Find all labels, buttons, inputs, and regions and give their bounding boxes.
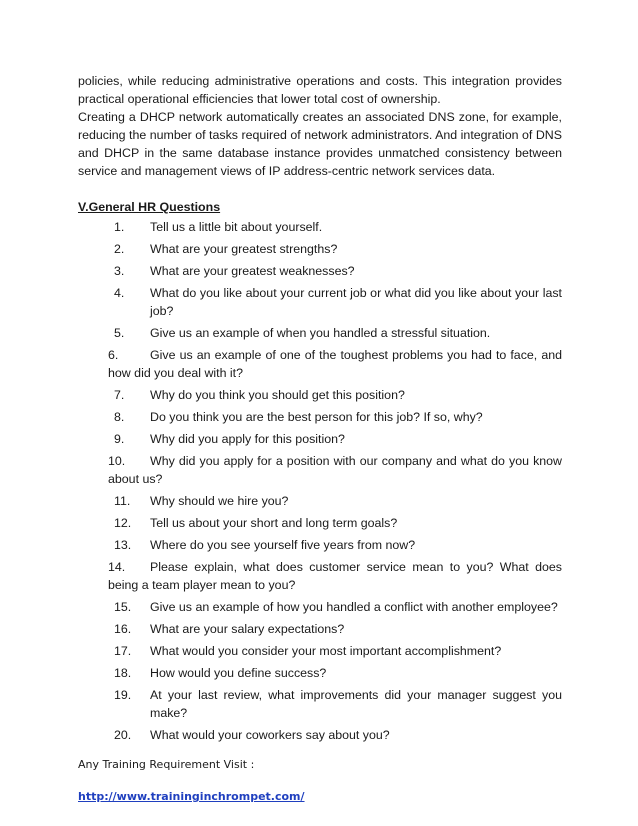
question-number: 17. xyxy=(114,644,132,658)
question-item xyxy=(78,262,562,280)
question-number: 18. xyxy=(114,666,132,680)
question-list xyxy=(78,218,562,744)
question-number: 3. xyxy=(114,264,125,278)
question-text: Why did you apply for this position? xyxy=(150,432,345,446)
question-number: 16. xyxy=(114,622,132,636)
question-item xyxy=(78,240,562,258)
intro-paragraph-2: Creating a DHCP network automatically creates an associated DNS zone, for example, reducing the number of tasks required of network administrators. And integration of DNS and DHCP in the same database instance provides unmatched consistency between service and management views of IP address-centric network services data. xyxy=(78,110,562,178)
question-number: 1. xyxy=(114,220,125,234)
question-text: What would you consider your most important accomplishment? xyxy=(150,644,502,658)
question-item xyxy=(78,686,562,722)
question-text: Why did you apply for a position with our company and what do you know about us? xyxy=(108,454,562,486)
question-text: What are your greatest strengths? xyxy=(150,242,338,256)
question-number: 14. xyxy=(108,560,126,574)
question-text: Give us an example of one of the toughest problems you had to face, and how did you deal with it? xyxy=(108,348,562,380)
question-item xyxy=(78,726,562,744)
question-text: Why should we hire you? xyxy=(150,494,289,508)
question-number: 15. xyxy=(114,600,132,614)
footer-label: Any Training Requirement Visit : xyxy=(78,758,255,771)
question-item xyxy=(78,218,562,236)
question-text: What are your greatest weaknesses? xyxy=(150,264,355,278)
question-text: Why do you think you should get this position? xyxy=(150,388,405,402)
section-heading: V.General HR Questions xyxy=(78,200,221,214)
intro-paragraph-1: policies, while reducing administrative operations and costs. This integration provides practical operational efficiencies that lower total cost of ownership. xyxy=(78,74,562,106)
training-link[interactable]: http://www.traininginchrompet.com/ xyxy=(78,790,305,803)
question-item xyxy=(78,664,562,682)
question-text: Tell us a little bit about yourself. xyxy=(150,220,323,234)
question-number: 10. xyxy=(108,454,126,468)
question-item xyxy=(78,558,562,594)
question-number: 11. xyxy=(114,494,131,508)
question-text: How would you define success? xyxy=(150,666,327,680)
question-text: At your last review, what improvements did your manager suggest you make? xyxy=(150,688,562,720)
question-text: Do you think you are the best person for this job? If so, why? xyxy=(150,410,483,424)
question-text: Please explain, what does customer service mean to you? What does being a team player mean to you? xyxy=(108,560,562,592)
question-item xyxy=(78,598,562,616)
question-number: 9. xyxy=(114,432,125,446)
question-number: 4. xyxy=(114,286,125,300)
question-item xyxy=(78,492,562,510)
question-number: 13. xyxy=(114,538,132,552)
question-number: 20. xyxy=(114,728,132,742)
question-number: 8. xyxy=(114,410,125,424)
footer xyxy=(78,756,562,806)
question-item xyxy=(78,514,562,532)
question-number: 12. xyxy=(114,516,132,530)
question-text: Tell us about your short and long term goals? xyxy=(150,516,398,530)
question-item xyxy=(78,620,562,638)
question-item xyxy=(78,430,562,448)
question-text: Give us an example of when you handled a stressful situation. xyxy=(150,326,491,340)
question-text: What do you like about your current job or what did you like about your last job? xyxy=(150,286,562,318)
question-number: 2. xyxy=(114,242,125,256)
question-number: 19. xyxy=(114,688,132,702)
question-item xyxy=(78,642,562,660)
question-item xyxy=(78,346,562,382)
question-item xyxy=(78,386,562,404)
question-item xyxy=(78,284,562,320)
question-text: What are your salary expectations? xyxy=(150,622,345,636)
document-page xyxy=(78,72,562,806)
question-text: What would your coworkers say about you? xyxy=(150,728,390,742)
question-item xyxy=(78,408,562,426)
question-number: 7. xyxy=(114,388,125,402)
question-text: Where do you see yourself five years from now? xyxy=(150,538,416,552)
question-item xyxy=(78,536,562,554)
question-item xyxy=(78,452,562,488)
question-item xyxy=(78,324,562,342)
question-number: 5. xyxy=(114,326,125,340)
question-number: 6. xyxy=(108,348,119,362)
question-text: Give us an example of how you handled a conflict with another employee? xyxy=(150,600,558,614)
